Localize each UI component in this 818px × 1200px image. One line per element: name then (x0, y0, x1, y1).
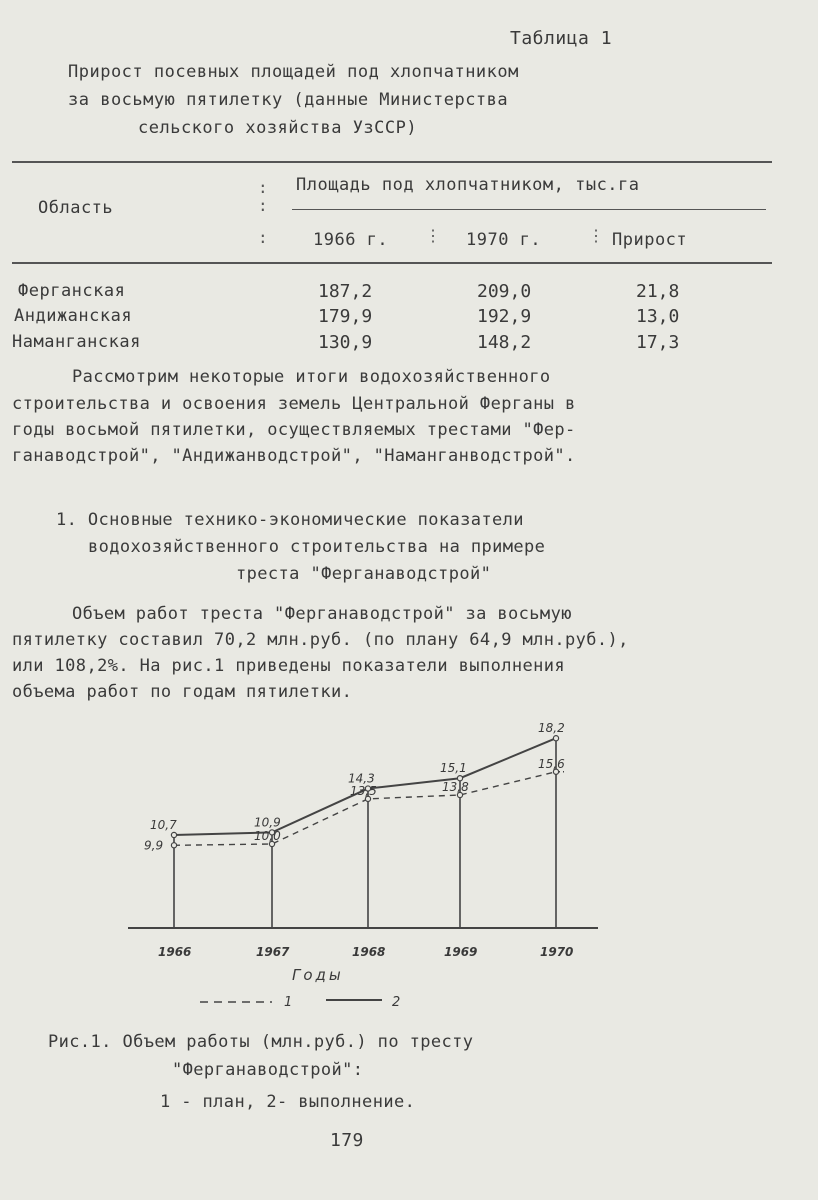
plan-value-label: 13,5 (350, 783, 377, 798)
intro-line: годы восьмой пятилетки, осуществляемых трестами "Фер- (12, 420, 576, 440)
completion-value-label: 10,7 (150, 817, 177, 832)
table-label: Таблица 1 (510, 28, 613, 49)
intro-line: ганаводстрой", "Андижанводстрой", "Наманганводстрой". (12, 446, 576, 466)
completion-value-label: 14,3 (348, 771, 375, 786)
table-row-region: Андижанская (14, 306, 133, 326)
completion-value-label: 15,1 (440, 761, 467, 776)
figure-caption-line: "Ферганаводстрой": (172, 1060, 364, 1080)
table-sep: : (258, 178, 268, 197)
plan-value-label: 15,6 (538, 756, 565, 771)
table-title-line-3: сельского хозяйства УзССР) (138, 118, 418, 138)
section-heading-line: треста "Ферганаводстрой" (236, 564, 492, 584)
completion-point (171, 832, 176, 837)
x-axis-label: Годы (292, 966, 344, 984)
x-tick-label: 1967 (256, 945, 290, 959)
table-col-growth: Прирост (612, 230, 688, 250)
table-col-region: Область (38, 198, 114, 218)
table-cell: 17,3 (636, 332, 680, 353)
table-sep: ⋮ (425, 226, 441, 245)
completion-value-label: 10,9 (254, 815, 281, 830)
body-line: пятилетку составил 70,2 млн.руб. (по плану 64,9 млн.руб.), (12, 630, 629, 650)
table-row-region: Наманганская (12, 332, 141, 352)
intro-line: строительства и освоения земель Центральной Ферганы в (12, 394, 576, 414)
table-col-1966: 1966 г. (313, 230, 389, 250)
table-row-region: Ферганская (18, 281, 126, 301)
table-title-line-2: за восьмую пятилетку (данные Министерства (68, 90, 509, 110)
table-sep: : (258, 196, 268, 215)
body-line: или 108,2%. На рис.1 приведены показатели выполнения (12, 656, 566, 676)
table-cell: 148,2 (477, 332, 532, 353)
table-col-1970: 1970 г. (466, 230, 542, 250)
table-title-line-1: Прирост посевных площадей под хлопчатником (68, 62, 519, 82)
table-cell: 209,0 (477, 281, 532, 302)
plan-value-label: 10,0 (254, 829, 281, 843)
plan-point (171, 843, 176, 848)
completion-point (553, 736, 558, 741)
table-cell: 192,9 (477, 306, 532, 327)
figure-1-chart (0, 720, 818, 1010)
page-number: 179 (330, 1130, 364, 1151)
plan-value-label: 9,9 (144, 838, 164, 853)
completion-value-label: 18,2 (538, 721, 565, 736)
table-cell: 179,9 (318, 306, 373, 327)
table-cell: 13,0 (636, 306, 680, 327)
x-tick-label: 1966 (158, 945, 192, 959)
table-sep: : (258, 228, 268, 247)
intro-line: Рассмотрим некоторые итоги водохозяйственного (72, 367, 551, 387)
table-col-group: Площадь под хлопчатником, тыс.га (296, 175, 640, 195)
table-cell: 187,2 (318, 281, 373, 302)
section-heading-line: водохозяйственного строительства на примере (88, 537, 546, 557)
plan-value-label: 13,8 (442, 779, 469, 794)
figure-caption-line: 1 - план, 2- выполнение. (160, 1092, 416, 1112)
body-line: объема работ по годам пятилетки. (12, 682, 353, 702)
body-line: Объем работ треста "Ферганаводстрой" за восьмую (72, 604, 572, 624)
table-cell: 21,8 (636, 281, 680, 302)
x-tick-label: 1969 (444, 945, 478, 959)
table-top-rule (12, 161, 772, 163)
table-header-rule (12, 262, 772, 264)
x-tick-label: 1968 (352, 945, 386, 959)
legend-completion-label: 2 (392, 995, 401, 1010)
x-tick-label: 1970 (540, 945, 574, 959)
figure-caption-line: Рис.1. Объем работы (млн.руб.) по тресту (48, 1032, 474, 1052)
table-sep: ⋮ (588, 226, 604, 245)
table-group-rule (292, 209, 766, 210)
section-heading-line: 1. Основные технико-экономические показатели (56, 510, 524, 530)
legend-plan-label: 1 (284, 995, 293, 1010)
table-cell: 130,9 (318, 332, 373, 353)
